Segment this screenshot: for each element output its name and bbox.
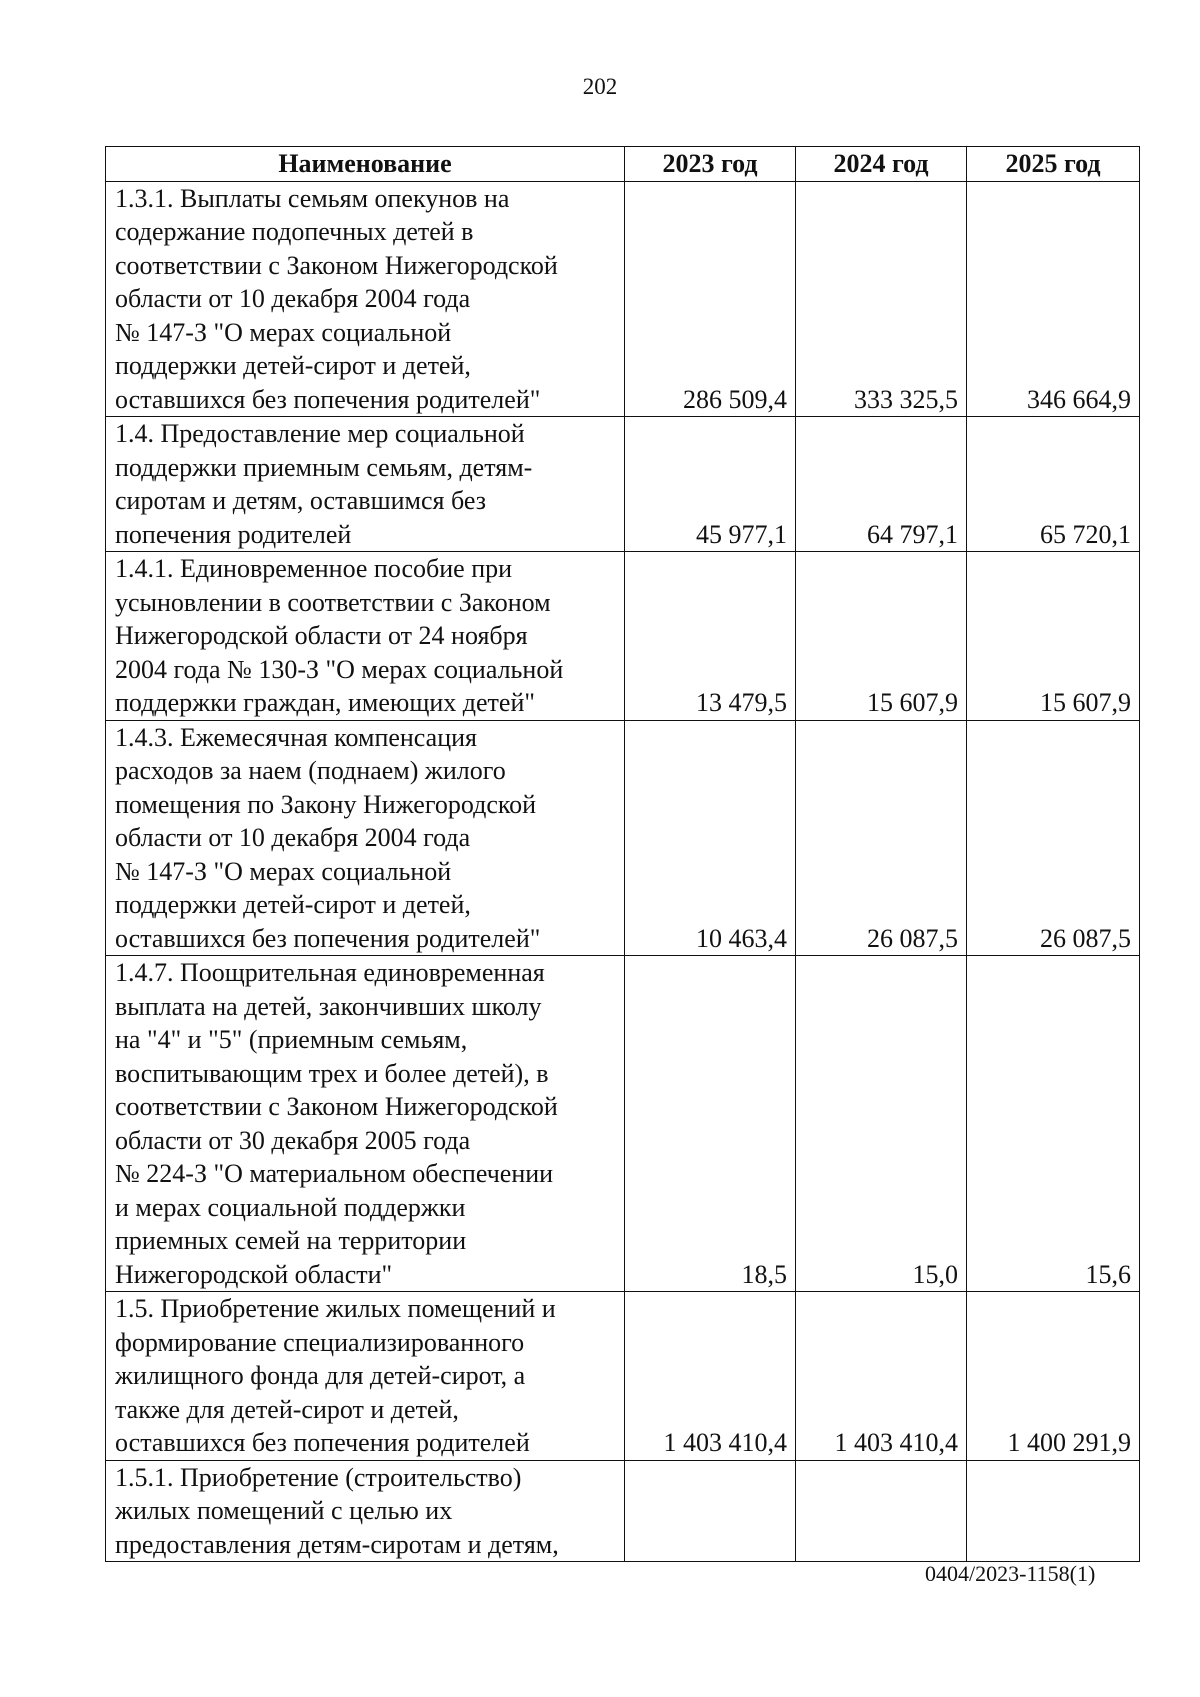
row-name-line: оставшихся без попечения родителей": [115, 384, 541, 414]
value-2023-cell: 1 403 410,4: [625, 1292, 796, 1461]
row-name-line: 1.4.7. Поощрительная единовременная: [115, 958, 545, 987]
row-name-line: поддержки детей-сирот и детей,: [115, 890, 471, 919]
row-name-line: оставшихся без попечения родителей": [115, 923, 541, 953]
row-name-line: приемных семей на территории: [115, 1226, 467, 1255]
column-header-2024: 2024 год: [796, 147, 967, 182]
row-name-line: 1.5. Приобретение жилых помещений и: [115, 1294, 556, 1323]
value-2024-cell: 64 797,1: [796, 417, 967, 552]
value-2025-cell: 65 720,1: [967, 417, 1140, 552]
column-header-name: Наименование: [106, 147, 625, 182]
table-row: [106, 1292, 1140, 1461]
row-name-line: 1.5.1. Приобретение (строительство): [115, 1462, 522, 1492]
row-name-line: № 147-З "О мерах социальной: [115, 856, 452, 886]
row-name-line: области от 10 декабря 2004 года: [115, 823, 471, 852]
row-name-line: соответствии с Законом Нижегородской: [115, 250, 558, 280]
table-row: [106, 720, 1140, 956]
value-2023-cell: 45 977,1: [625, 417, 796, 552]
row-name-line: 1.4.1. Единовременное пособие при: [115, 554, 513, 583]
page-number: 202: [582, 74, 618, 99]
row-name-line: 1.4. Предоставление мер социальной: [115, 419, 525, 448]
row-name-cell: [106, 1460, 625, 1562]
row-name-line: поддержки приемным семьям, детям-: [115, 452, 533, 482]
row-name-line: и мерах социальной поддержки: [115, 1192, 466, 1222]
row-name-cell: [106, 720, 625, 956]
row-name-line: содержание подопечных детей в: [115, 217, 474, 246]
value-2023-cell: 10 463,4: [625, 720, 796, 956]
value-2025-cell: 15 607,9: [967, 552, 1140, 721]
row-name-line: воспитывающим трех и более детей), в: [115, 1058, 549, 1088]
row-name-line: № 224-З "О материальном обеспечении: [115, 1159, 554, 1188]
table-row: [106, 956, 1140, 1292]
row-name-line: области от 30 декабря 2005 года: [115, 1125, 471, 1155]
row-name-line: области от 10 декабря 2004 года: [115, 284, 471, 313]
row-name-line: жилищного фонда для детей-сирот, а: [115, 1361, 526, 1390]
value-2025-cell: [967, 1460, 1140, 1562]
table-row: [106, 417, 1140, 552]
row-name-line: сиротам и детям, оставшимся без: [115, 486, 486, 515]
value-2023-cell: [625, 1460, 796, 1562]
value-2024-cell: 26 087,5: [796, 720, 967, 956]
row-name-line: жилых помещений с целью их: [115, 1496, 453, 1525]
row-name-line: Нижегородской области": [115, 1259, 393, 1289]
row-name-line: расходов за наем (поднаем) жилого: [115, 756, 506, 785]
budget-table: [105, 146, 1140, 1562]
table-row: [106, 1460, 1140, 1562]
value-2024-cell: 15,0: [796, 956, 967, 1292]
row-name-line: 1.4.3. Ежемесячная компенсация: [115, 722, 477, 752]
table-body: [106, 181, 1140, 1562]
value-2024-cell: 1 403 410,4: [796, 1292, 967, 1461]
value-2025-cell: 15,6: [967, 956, 1140, 1292]
value-2023-cell: 18,5: [625, 956, 796, 1292]
row-name-line: предоставления детям-сиротам и детям,: [115, 1529, 559, 1559]
column-header-2023: 2023 год: [625, 147, 796, 182]
value-2025-cell: 346 664,9: [967, 181, 1140, 417]
row-name-line: 2004 года № 130-З "О мерах социальной: [115, 654, 564, 684]
row-name-line: формирование специализированного: [115, 1327, 525, 1357]
row-name-cell: [106, 552, 625, 721]
table-row: [106, 181, 1140, 417]
row-name-cell: [106, 956, 625, 1292]
row-name-line: поддержки граждан, имеющих детей": [115, 688, 535, 717]
row-name-line: Нижегородской области от 24 ноября: [115, 621, 528, 650]
table-header-row: [106, 147, 1140, 182]
table-row: [106, 552, 1140, 721]
row-name-line: соответствии с Законом Нижегородской: [115, 1092, 558, 1121]
row-name-line: попечения родителей: [115, 519, 352, 549]
document-code: 0404/2023-1158(1): [925, 1561, 1096, 1586]
row-name-line: оставшихся без попечения родителей: [115, 1428, 530, 1457]
row-name-cell: [106, 181, 625, 417]
value-2025-cell: 1 400 291,9: [967, 1292, 1140, 1461]
row-name-line: поддержки детей-сирот и детей,: [115, 351, 471, 380]
row-name-line: также для детей-сирот и детей,: [115, 1394, 459, 1424]
row-name-line: на "4" и "5" (приемным семьям,: [115, 1025, 468, 1054]
value-2024-cell: 333 325,5: [796, 181, 967, 417]
value-2023-cell: 286 509,4: [625, 181, 796, 417]
value-2024-cell: 15 607,9: [796, 552, 967, 721]
row-name-cell: [106, 1292, 625, 1461]
column-header-2025: 2025 год: [967, 147, 1140, 182]
row-name-line: № 147-З "О мерах социальной: [115, 317, 452, 347]
row-name-cell: [106, 417, 625, 552]
row-name-line: выплата на детей, закончивших школу: [115, 991, 542, 1021]
row-name-line: 1.3.1. Выплаты семьям опекунов на: [115, 183, 510, 213]
value-2025-cell: 26 087,5: [967, 720, 1140, 956]
row-name-line: помещения по Закону Нижегородской: [115, 789, 537, 819]
value-2023-cell: 13 479,5: [625, 552, 796, 721]
value-2024-cell: [796, 1460, 967, 1562]
row-name-line: усыновлении в соответствии с Законом: [115, 587, 551, 617]
